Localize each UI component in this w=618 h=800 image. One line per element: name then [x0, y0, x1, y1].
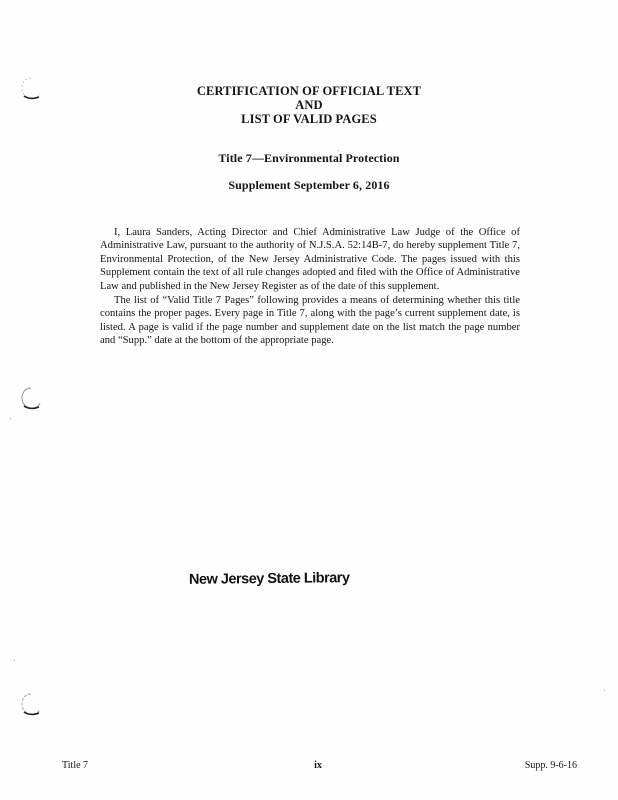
footer-supplement-date: Supp. 9-6-16 [524, 760, 577, 771]
scan-speck [10, 418, 11, 419]
scan-speck [604, 690, 605, 691]
supplement-date-heading: Supplement September 6, 2016 [228, 178, 390, 192]
certification-title: CERTIFICATION OF OFFICIAL TEXT [196, 84, 422, 98]
valid-pages-paragraph: The list of “Valid Title 7 Pages” following provides a means of determining whether this title contains the proper pages. Every page in Title 7, along with the page’s current supplement date, is listed. A page is valid if the page number and supplement date on the list match the page number and “Supp.” date at the bottom of the appropriate page. [100, 295, 520, 347]
valid-pages-title: LIST OF VALID PAGES [241, 112, 377, 126]
binder-hole-icon [20, 692, 42, 716]
footer-page-number: ix [314, 760, 322, 771]
binder-hole-icon [20, 386, 42, 410]
scan-speck [338, 150, 339, 151]
library-stamp: New Jersey State Library [188, 570, 350, 588]
certification-title-and: AND [295, 98, 323, 112]
scan-speck [14, 660, 15, 661]
title-subject-heading: Title 7—Environmental Protection [218, 151, 400, 165]
footer-title: Title 7 [62, 760, 89, 771]
certification-paragraph: I, Laura Sanders, Acting Director and Chief Administrative Law Judge of the Office of Administrative Law, pursuant to the authority of N.J.S.A. 52:14B-7, do hereby supplement Title 7, Environmental Protection, of the New Jersey Administrative Code. The pages issued with this Supplement contain the text of all rule changes adopted and filed with the Office of Administrative Law and published in the New Jersey Register as of the date of this supplement. [100, 227, 520, 292]
